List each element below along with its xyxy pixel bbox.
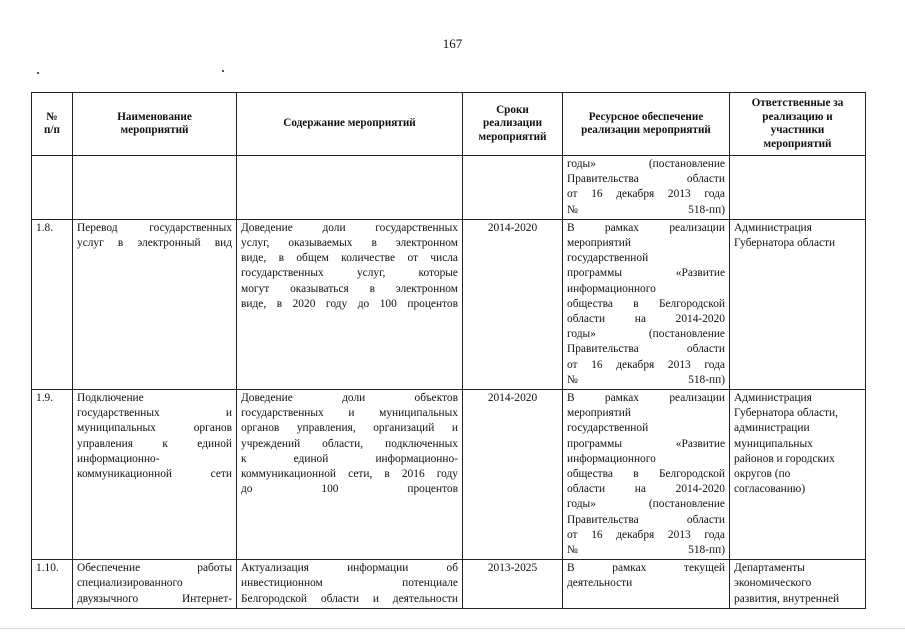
cell-num	[32, 219, 73, 389]
cell-text-line: Правительства области	[567, 173, 725, 186]
cell-text-line: Губернатора области	[734, 237, 836, 250]
cell-resources	[563, 390, 730, 560]
measures-table	[31, 92, 866, 609]
cell-text-line: экономического	[734, 577, 812, 590]
cell-text-line: годы» (постановление	[567, 158, 725, 170]
cell-num	[32, 560, 73, 609]
cell-text-line: государственной	[567, 252, 649, 265]
cell-text: 1.9.	[36, 392, 54, 405]
cell-text-line: округов (по	[734, 468, 791, 481]
scan-speck	[222, 70, 224, 72]
cell-text-line: специализированного	[77, 577, 183, 590]
cell-text-line: информационного	[567, 282, 656, 295]
cell-text-line: Губернатора области,	[734, 407, 838, 420]
cell-text-line: услуг, оказываемых в электронном	[241, 237, 458, 250]
cell-text-line: области на 2014-2020	[567, 483, 725, 496]
cell-terms	[463, 390, 563, 560]
cell-text-line: программы «Развитие	[567, 437, 725, 450]
header-responsible: Ответственные за реализацию и участники мероприятий	[730, 93, 866, 156]
cell-text-line: муниципальных органов	[77, 422, 232, 435]
cell-text-line: Актуализация информации об	[241, 562, 458, 575]
cell-text-line: учреждений области, подключенных	[241, 437, 458, 450]
cell-responsible	[730, 219, 866, 389]
cell-text-line: коммуникационной сети, в 2016 году	[241, 468, 458, 481]
cell-text-line: годы» (постановление	[567, 498, 725, 511]
cell-resources	[563, 219, 730, 389]
cell-resources	[563, 560, 730, 609]
cell-terms	[463, 156, 563, 220]
header-terms: Сроки реализации мероприятий	[463, 93, 563, 156]
cell-text-line: администрации	[734, 422, 810, 435]
cell-text-line: услуг в электронный вид	[77, 237, 232, 250]
cell-text-line: деятельности	[567, 577, 633, 590]
cell-text: 1.8.	[36, 221, 54, 234]
cell-text-line: государственных и	[77, 407, 232, 420]
cell-text-line: коммуникационной сети	[77, 468, 232, 481]
cell-text-line: Администрация	[734, 392, 812, 405]
cell-text: 2014-2020	[487, 392, 538, 405]
page-number: 167	[442, 36, 463, 51]
cell-num	[32, 390, 73, 560]
header-content: Содержание мероприятий	[237, 93, 463, 156]
cell-text: 2014-2020	[487, 221, 538, 234]
cell-text-line: от 16 декабря 2013 года	[567, 528, 725, 541]
cell-name	[73, 390, 237, 560]
cell-text-line: мероприятий	[567, 407, 631, 420]
table-row	[32, 390, 866, 560]
cell-text-line: общества в Белгородской	[567, 468, 725, 481]
cell-text: 2013-2025	[487, 562, 538, 575]
table-header-row	[32, 93, 866, 156]
header-name: Наименование мероприятий	[73, 93, 237, 156]
table-row	[32, 156, 866, 220]
cell-text-line: Белгородской области и деятельности	[241, 592, 458, 605]
cell-text-line: до 100 процентов	[241, 483, 458, 496]
cell-text-line: Администрация	[734, 221, 812, 234]
cell-text-line: развития, внутренней	[734, 592, 840, 605]
header-resources: Ресурсное обеспечение реализации мероприятий	[563, 93, 730, 156]
cell-text-line: №518-пп)	[567, 544, 725, 557]
cell-text-line: муниципальных	[734, 437, 813, 450]
cell-responsible	[730, 390, 866, 560]
cell-text-line: общества в Белгородской	[567, 297, 725, 310]
cell-text-line: В рамках текущей	[567, 562, 725, 575]
cell-text-line: №518-пп)	[567, 373, 725, 386]
cell-content	[237, 560, 463, 609]
cell-responsible	[730, 156, 866, 220]
cell-terms	[463, 219, 563, 389]
cell-terms	[463, 560, 563, 609]
cell-resources	[563, 156, 730, 220]
cell-text-line: управления к единой	[77, 437, 232, 450]
cell-text-line: информационного	[567, 452, 656, 465]
cell-text-line: от 16 декабря 2013 года	[567, 188, 725, 201]
cell-text-line: Обеспечение работы	[77, 562, 232, 575]
cell-num	[32, 156, 73, 220]
cell-text-line: органов управления, организаций и	[241, 422, 458, 435]
cell-text-line: государственных и муниципальных	[241, 407, 458, 420]
cell-responsible	[730, 560, 866, 609]
page-bottom-rule	[0, 628, 905, 629]
cell-name	[73, 156, 237, 220]
cell-text-line: могут оказываться в электронном	[241, 282, 458, 295]
cell-text-line: инвестиционном потенциале	[241, 577, 458, 590]
cell-name	[73, 219, 237, 389]
cell-name	[73, 560, 237, 609]
table-row	[32, 219, 866, 389]
cell-text-line: области на 2014-2020	[567, 313, 725, 326]
header-num: № п/п	[32, 93, 73, 156]
cell-text-line: виде, в 2020 году до 100 процентов	[241, 297, 458, 310]
cell-text-line: Доведение доли объектов	[241, 392, 458, 405]
cell-text-line: Департаменты	[734, 562, 805, 575]
cell-text-line: №518-пп)	[567, 203, 725, 216]
cell-text-line: государственной	[567, 422, 649, 435]
cell-text-line: Доведение доли государственных	[241, 221, 458, 234]
cell-text-line: годы» (постановление	[567, 328, 725, 341]
cell-text-line: В рамках реализации	[567, 221, 725, 234]
cell-text-line: согласованию)	[734, 483, 806, 496]
cell-text-line: мероприятий	[567, 237, 631, 250]
cell-text-line: Перевод государственных	[77, 221, 232, 234]
cell-content	[237, 156, 463, 220]
scan-speck	[37, 72, 39, 74]
cell-text-line: районов и городских	[734, 452, 835, 465]
cell-text-line: государственных услуг, которые	[241, 267, 458, 280]
cell-text: 1.10.	[36, 562, 59, 575]
cell-text-line: виде, в общем количестве от числа	[241, 252, 458, 265]
cell-text-line: информационно-	[77, 452, 160, 465]
cell-text-line: от 16 декабря 2013 года	[567, 358, 725, 371]
cell-text-line: Правительства области	[567, 343, 725, 356]
cell-text-line: В рамках реализации	[567, 392, 725, 405]
cell-text-line: программы «Развитие	[567, 267, 725, 280]
cell-text-line: Правительства области	[567, 513, 725, 526]
cell-content	[237, 219, 463, 389]
cell-text-line: двуязычного Интернет-	[77, 592, 232, 605]
cell-content	[237, 390, 463, 560]
cell-text-line: Подключение	[77, 392, 144, 405]
table-row	[32, 560, 866, 609]
cell-text-line: к единой информационно-	[241, 452, 458, 465]
